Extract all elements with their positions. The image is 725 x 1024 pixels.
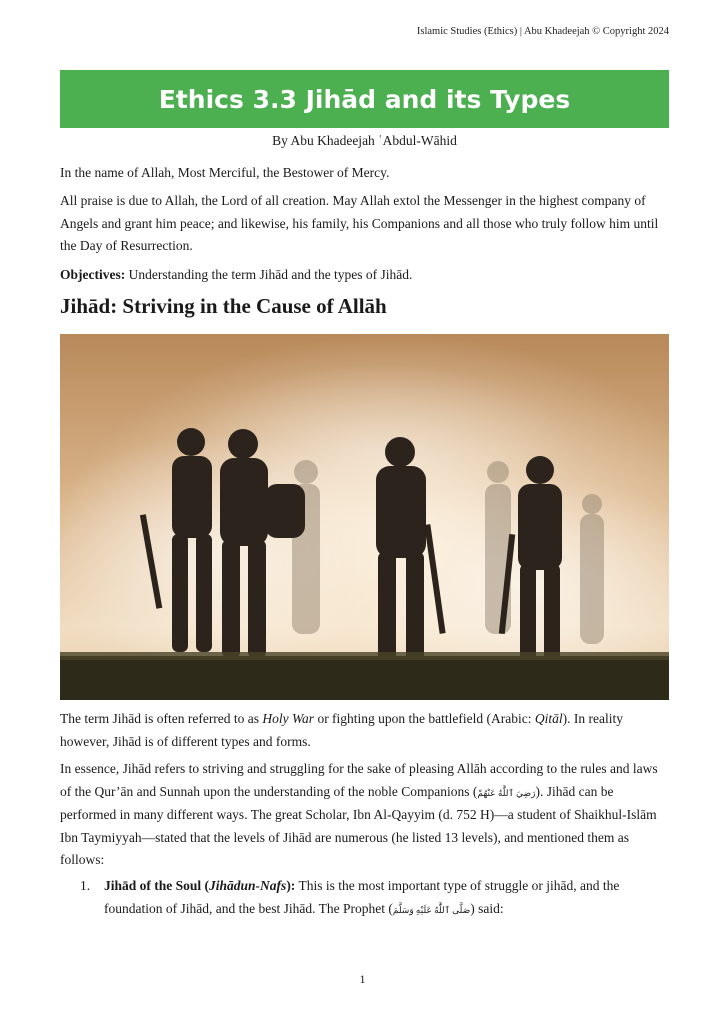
prophet-honorific: صَلَّى ٱللَّٰهُ عَلَيْهِ وَسَلَّمَ <box>392 904 471 915</box>
objectives-label: Objectives: <box>60 267 126 282</box>
praise-paragraph: All praise is due to Allah, the Lord of all creation. May Allah extol the Messenger in the highest company of Angels and grant him peace; and likewise, his family, his Companions and all those who truly follow him until the Day of Resurrection. <box>60 193 659 253</box>
list-item-title-italic: Jihādun-Nafs <box>209 878 287 893</box>
list-item-text <box>104 875 669 921</box>
basmala-paragraph: In the name of Allah, Most Merciful, the Bestower of Mercy. <box>60 165 390 180</box>
holy-war-term: Holy War <box>262 711 315 726</box>
title-banner <box>60 70 669 128</box>
list-number: 1. <box>80 878 91 893</box>
holy-war-text-2: or fighting upon the battlefield (Arabic: <box>314 711 535 726</box>
list-item-body-end: ) said: <box>470 900 504 916</box>
holy-war-text-1: The term Jihād is often referred to as <box>60 711 263 726</box>
section-heading: Jihād: Striving in the Cause of Allāh <box>60 294 387 318</box>
holy-war-text-3: ). In reality however, Jihād is of different types and forms. <box>60 711 623 749</box>
page-header: Islamic Studies (Ethics) | Abu Khadeejah © Copyright 2024 <box>416 26 669 37</box>
companions-honorific: رَضِيَ ٱللَّٰهُ عَنْهُمْ <box>477 787 536 798</box>
qital-term: Qitāl <box>534 711 563 726</box>
page-number: 1 <box>359 972 366 986</box>
soldiers-silhouette-photo <box>60 334 669 700</box>
objectives-text: Understanding the term Jihād and the types of Jihād. <box>125 267 413 282</box>
author-byline: By Abu Khadeejah ʿAbdul-Wāhid <box>272 133 457 148</box>
list-item-title: Jihād of the Soul ( <box>104 878 210 893</box>
essence-paragraph <box>60 758 669 872</box>
page-title: Ethics 3.3 Jihād and its Types <box>158 84 571 114</box>
list-item-body: This is the most important type of struggle or jihād, and the foundation of Jihād, and the best Jihād. The Prophet ( <box>104 878 620 916</box>
list-item-title-end: ): <box>286 878 296 893</box>
essence-text-2: ). Jihād can be performed in many different ways. The great Scholar, Ibn Al-Qayyim (d. 752 H)—a student of Shaikhul-Islām Ibn Taymiyyah—stated that the levels of Jihād are numerous (he listed 13 levels), and mentioned them as follows: <box>60 783 657 867</box>
objectives-paragraph <box>60 264 669 287</box>
essence-text-1: In essence, Jihād refers to striving and struggling for the sake of pleasing Allāh according to the rules and laws of the Qur’ān and Sunnah upon the understanding of the noble Companions ( <box>60 761 658 799</box>
holy-war-paragraph <box>60 708 669 753</box>
